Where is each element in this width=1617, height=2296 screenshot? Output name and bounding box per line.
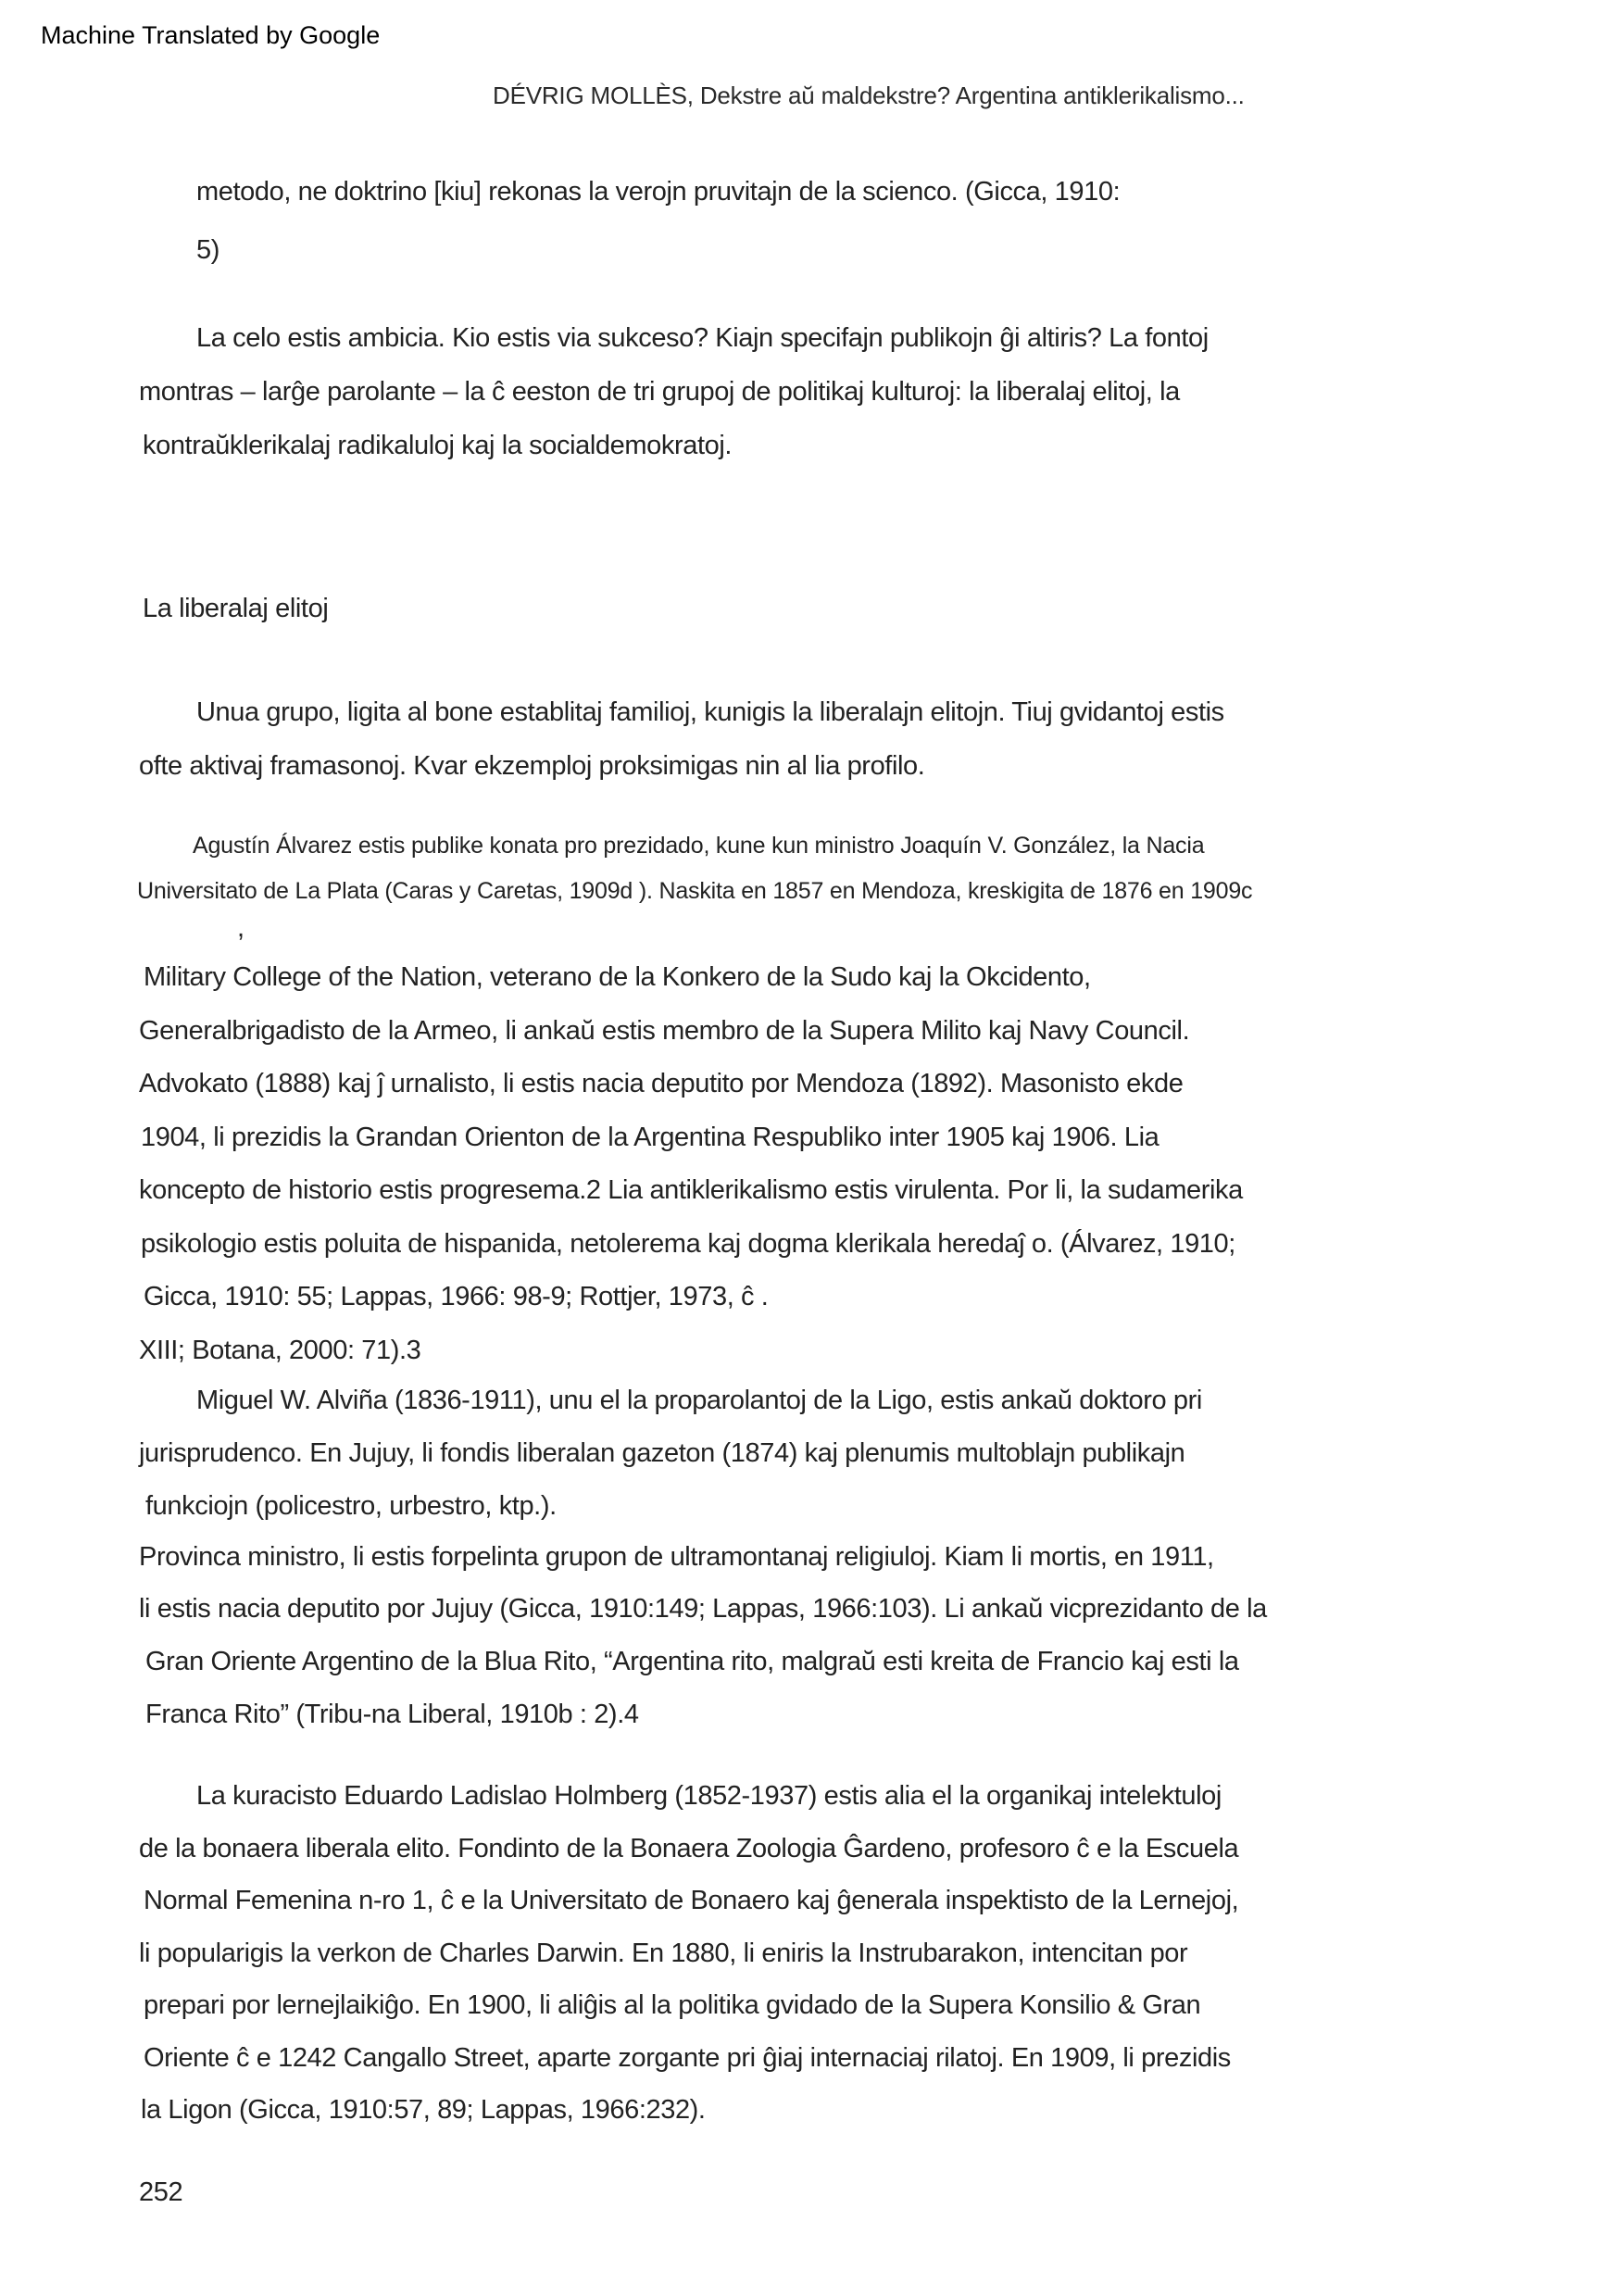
body-line: 1904, li prezidis la Grandan Orienton de la Argentina Respubliko inter 1905 kaj 1906. Lia: [141, 1123, 1159, 1152]
body-line: montras – larĝe parolante – la ĉ eeston de tri grupoj de politikaj kulturoj: la liberalaj elitoj, la: [139, 377, 1180, 407]
note-line: Universitato de La Plata (Caras y Caretas, 1909d ). Naskita en 1857 en Mendoza, kreskigita de 1876 en 1909c: [137, 878, 1253, 904]
body-line: de la bonaera liberala elito. Fondinto de la Bonaera Zoologia Ĝardeno, profesoro ĉ e la Escuela: [139, 1834, 1239, 1863]
section-heading: La liberalaj elitoj: [143, 594, 329, 623]
body-line: Advokato (1888) kaj ĵ urnalisto, li estis nacia deputito por Mendoza (1892). Masonisto ekde: [139, 1069, 1184, 1098]
body-line: jurisprudenco. En Jujuy, li fondis liberalan gazeton (1874) kaj plenumis multoblajn publikajn: [139, 1438, 1185, 1468]
body-line: La kuracisto Eduardo Ladislao Holmberg (1852-1937) estis alia el la organikaj intelektuloj: [196, 1781, 1222, 1811]
body-line: Normal Femenina n-ro 1, ĉ e la Universitato de Bonaero kaj ĝenerala inspektisto de la Lernejoj,: [144, 1886, 1239, 1915]
body-line: Gran Oriente Argentino de la Blua Rito, “Argentina rito, malgraŭ esti kreita de Francio kaj esti la: [145, 1647, 1239, 1676]
running-header: DÉVRIG MOLLÈS, Dekstre aŭ maldekstre? Argentina antiklerikalismo...: [493, 82, 1245, 109]
quote-line: 5): [196, 235, 219, 265]
body-line: funkciojn (policestro, urbestro, ktp.).: [145, 1491, 557, 1521]
body-line: kontraŭklerikalaj radikaluloj kaj la socialdemokratoj.: [143, 431, 733, 460]
body-line: Oriente ĉ e 1242 Cangallo Street, aparte zorgante pri ĝiaj internaciaj rilatoj. En 1909, li prezidis: [144, 2043, 1231, 2073]
body-line: Unua grupo, ligita al bone establitaj familioj, kunigis la liberalajn elitojn. Tiuj gvidantoj estis: [196, 697, 1224, 727]
body-line: Gicca, 1910: 55; Lappas, 1966: 98-9; Rottjer, 1973, ĉ .: [144, 1282, 769, 1311]
machine-translated-banner: Machine Translated by Google: [41, 21, 381, 49]
body-line: Military College of the Nation, veterano de la Konkero de la Sudo kaj la Okcidento,: [144, 962, 1091, 992]
orphan-comma: ,: [237, 913, 244, 943]
body-line: Provinca ministro, li estis forpelinta grupon de ultramontanaj religiuloj. Kiam li mortis, en 1911,: [139, 1542, 1214, 1572]
body-line: li popularigis la verkon de Charles Darwin. En 1880, li eniris la Instrubarakon, intencitan por: [139, 1938, 1188, 1968]
body-line: XIII; Botana, 2000: 71).3: [139, 1336, 421, 1365]
body-line: psikologio estis poluita de hispanida, netolerema kaj dogma klerikala heredaĵ o. (Álvarez, 1910;: [141, 1229, 1235, 1259]
body-line: Miguel W. Alviña (1836-1911), unu el la proparolantoj de la Ligo, estis ankaŭ doktoro pri: [196, 1386, 1202, 1415]
note-line: Agustín Álvarez estis publike konata pro prezidado, kune kun ministro Joaquín V. González, la Nacia: [193, 833, 1205, 859]
page-number: 252: [139, 2177, 183, 2207]
body-line: La celo estis ambicia. Kio estis via sukceso? Kiajn specifajn publikojn ĝi altiris? La fontoj: [196, 323, 1209, 353]
body-line: prepari por lernejlaikiĝo. En 1900, li aliĝis al la politika gvidado de la Supera Konsilio & Gran: [144, 1990, 1201, 2020]
body-line: la Ligon (Gicca, 1910:57, 89; Lappas, 1966:232).: [141, 2095, 706, 2125]
body-line: li estis nacia deputito por Jujuy (Gicca, 1910:149; Lappas, 1966:103). Li ankaŭ vicprezidanto de la: [139, 1594, 1267, 1624]
body-line: ofte aktivaj framasonoj. Kvar ekzemploj proksimigas nin al lia profilo.: [139, 751, 925, 781]
body-line: koncepto de historio estis progresema.2 Lia antiklerikalismo estis virulenta. Por li, la sudamerika: [139, 1175, 1243, 1205]
quote-line: metodo, ne doktrino [kiu] rekonas la verojn pruvitajn de la scienco. (Gicca, 1910:: [196, 177, 1121, 207]
body-line: Franca Rito” (Tribu-na Liberal, 1910b : 2).4: [145, 1700, 639, 1729]
body-line: Generalbrigadisto de la Armeo, li ankaŭ estis membro de la Supera Milito kaj Navy Council.: [139, 1016, 1190, 1046]
